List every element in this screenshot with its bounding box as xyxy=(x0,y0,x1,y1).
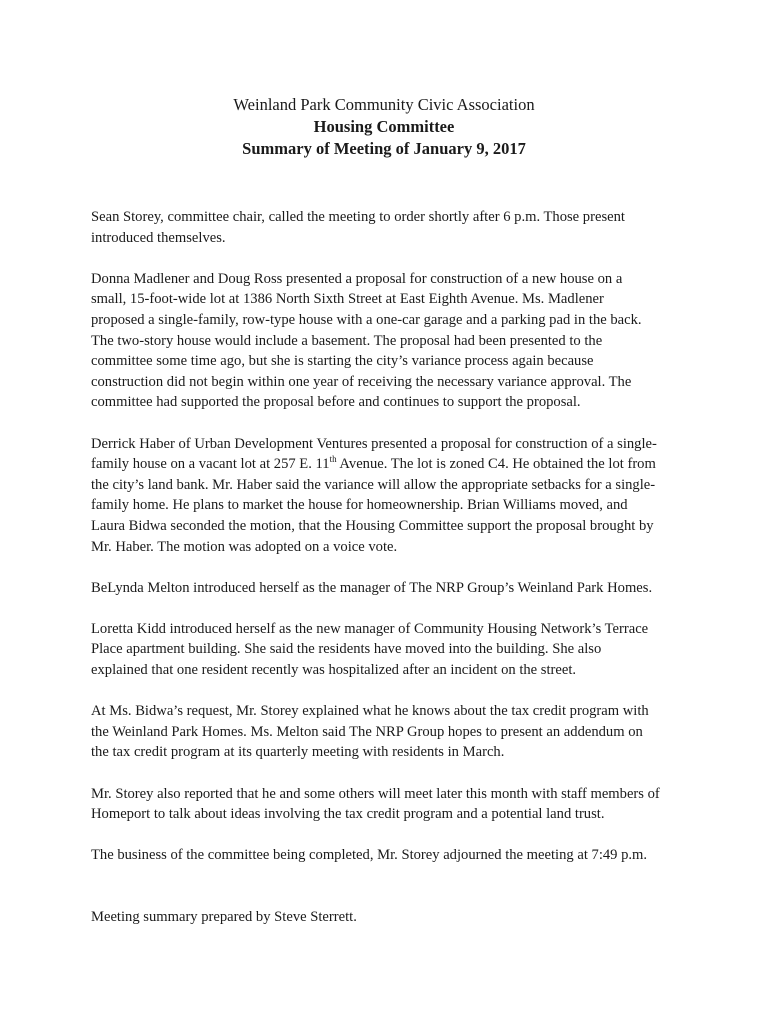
paragraph-homeport-meeting xyxy=(91,784,691,825)
text-line: introduced themselves. xyxy=(91,229,226,246)
text-line: At Ms. Bidwa’s request, Mr. Storey explained what he knows about the tax credit program with xyxy=(91,703,649,720)
summary-title: Summary of Meeting of January 9, 2017 xyxy=(242,139,526,158)
text-line: small, 15-foot-wide lot at 1386 North Sixth Street at East Eighth Avenue. Ms. Madlener xyxy=(91,291,604,308)
paragraph-adjournment xyxy=(91,845,691,866)
text-line: Sean Storey, committee chair, called the meeting to order shortly after 6 p.m. Those present xyxy=(91,209,625,225)
text-line: committee some time ago, but she is starting the city’s variance process again because xyxy=(91,353,594,370)
paragraph-call-to-order xyxy=(91,207,691,248)
text-line: the city’s land bank. Mr. Haber said the variance will allow the appropriate setbacks for a single- xyxy=(91,476,656,493)
text-line: Place apartment building. She said the residents have moved into the building. She also xyxy=(91,641,602,658)
text-line: Mr. Haber. The motion was adopted on a voice vote. xyxy=(91,538,398,555)
text-line: Donna Madlener and Doug Ross presented a proposal for construction of a new house on a xyxy=(91,270,623,287)
text-line: construction did not begin within one year of receiving the necessary variance approval. The xyxy=(91,373,632,390)
text-line: Derrick Haber of Urban Development Ventures presented a proposal for construction of a single- xyxy=(91,435,657,452)
text-line: Laura Bidwa seconded the motion, that the Housing Committee support the proposal brought by xyxy=(91,517,654,534)
text-fragment: Avenue. The lot is zoned C4. He obtained the lot from xyxy=(336,456,656,473)
paragraph-madlener-proposal xyxy=(91,269,691,413)
paragraph-kidd-intro xyxy=(91,619,691,681)
text-line: Homeport to talk about ideas involving the tax credit program and a potential land trust. xyxy=(91,806,605,823)
text-line: The business of the committee being completed, Mr. Storey adjourned the meeting at 7:49 p.m. xyxy=(91,847,648,864)
superscript: th xyxy=(329,454,337,465)
paragraph-tax-credit xyxy=(91,701,691,763)
text-line: committee had supported the proposal before and continues to support the proposal. xyxy=(91,394,581,411)
text-line: family home. He plans to market the house for homeownership. Brian Williams moved, and xyxy=(91,497,628,514)
text-fragment: family house on a vacant lot at 257 E. 11 xyxy=(91,456,330,473)
text-line: The two-story house would include a basement. The proposal had been presented to the xyxy=(91,332,603,349)
committee-name: Housing Committee xyxy=(313,117,455,136)
paragraph-melton-intro xyxy=(91,578,691,599)
text-line xyxy=(91,454,691,475)
prepared-by-line: Meeting summary prepared by Steve Sterrett. xyxy=(91,909,357,925)
paragraph-haber-proposal xyxy=(91,434,691,558)
text-line: Mr. Storey also reported that he and some others will meet later this month with staff members of xyxy=(91,785,660,802)
text-line: the tax credit program at its quarterly meeting with residents in March. xyxy=(91,744,505,761)
text-line: explained that one resident recently was hospitalized after an incident on the street. xyxy=(91,662,577,679)
document-header xyxy=(0,94,768,160)
document-body xyxy=(91,207,691,948)
text-line: proposed a single-family, row-type house with a one-car garage and a parking pad in the back. xyxy=(91,311,642,328)
text-line: the Weinland Park Homes. Ms. Melton said The NRP Group hopes to present an addendum on xyxy=(91,723,643,740)
text-line: Loretta Kidd introduced herself as the new manager of Community Housing Network’s Terrace xyxy=(91,620,649,637)
text-line: BeLynda Melton introduced herself as the manager of The NRP Group’s Weinland Park Homes. xyxy=(91,579,653,596)
organization-name: Weinland Park Community Civic Association xyxy=(233,95,535,114)
